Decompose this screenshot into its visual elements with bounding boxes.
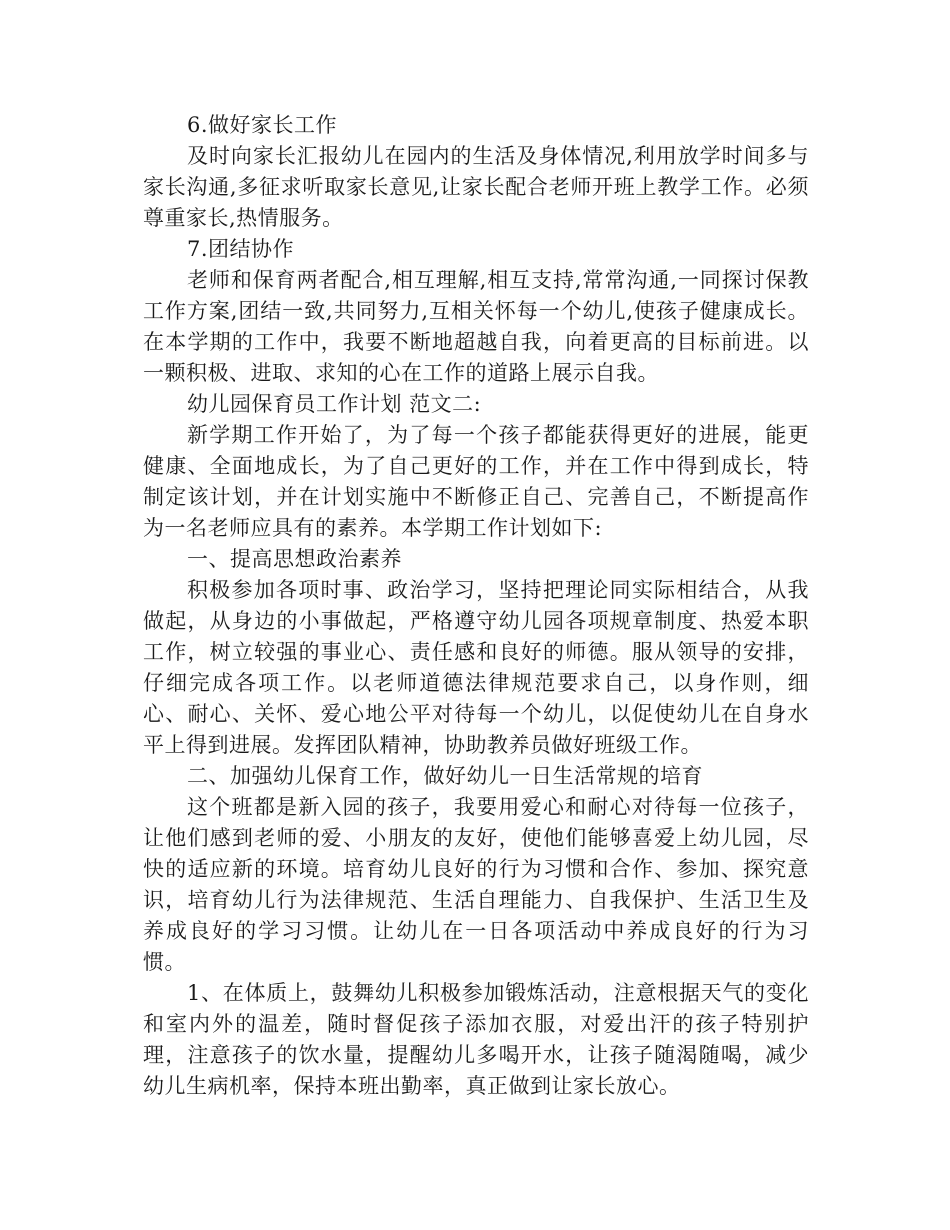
sample-title: 幼儿园保育员工作计划 范文二:: [187, 392, 482, 416]
body-paragraph: 新学期工作开始了，为了每一个孩子都能获得更好的进展，能更健康、全面地成长，为了自己更好的工作，并在工作中得到成长，特制定该计划，并在计划实施中不断修正自己、完善自己，不断提高作为一名老师应具有的素养。本学期工作计划如下:: [143, 423, 809, 540]
body-paragraph: 积极参加各项时事、政治学习，坚持把理论同实际相结合，从我做起，从身边的小事做起，严格遵守幼儿园各项规章制度、热爱本职工作，树立较强的事业心、责任感和良好的师德。服从领导的安排，仔细完成各项工作。以老师道德法律规范要求自己，以身作则，细心、耐心、关怀、爱心地公平对待每一个幼儿，以促使幼儿在自身水平上得到进展。发挥团队精神，协助教养员做好班级工作。: [143, 578, 809, 757]
document-body: [143, 110, 809, 1102]
body-paragraph: 及时向家长汇报幼儿在园内的生活及身体情况,利用放学时间多与家长沟通,多征求听取家长意见,让家长配合老师开班上教学工作。必须尊重家长,热情服务。: [143, 144, 809, 230]
body-paragraph: 这个班都是新入园的孩子，我要用爱心和耐心对待每一位孩子，让他们感到老师的爱、小朋友的友好，使他们能够喜爱上幼儿园，尽快的适应新的环境。培育幼儿良好的行为习惯和合作、参加、探究意识，培育幼儿行为法律规范、生活自理能力、自我保护、生活卫生及养成良好的学习习惯。让幼儿在一日各项活动中养成良好的行为习惯。: [143, 795, 809, 974]
section-heading: 二、加强幼儿保育工作，做好幼儿一日生活常规的培育: [187, 764, 703, 788]
section-heading: 一、提高思想政治素养: [187, 547, 402, 571]
body-paragraph: 1、在体质上，鼓舞幼儿积极参加锻炼活动，注意根据天气的变化和室内外的温差，随时督促孩子添加衣服，对爱出汗的孩子特别护理，注意孩子的饮水量，提醒幼儿多喝开水，让孩子随渴随喝，减少幼儿生病机率，保持本班出勤率，真正做到让家长放心。: [143, 981, 809, 1098]
section-heading: 6.做好家长工作: [187, 113, 338, 137]
body-paragraph: 老师和保育两者配合,相互理解,相互支持,常常沟通,一同探讨保教工作方案,团结一致,共同努力,互相关怀每一个幼儿,使孩子健康成长。在本学期的工作中，我要不断地超越自我，向着更高的目标前进。以一颗积极、进取、求知的心在工作的道路上展示自我。: [143, 268, 809, 385]
section-heading: 7.团结协作: [187, 237, 295, 261]
